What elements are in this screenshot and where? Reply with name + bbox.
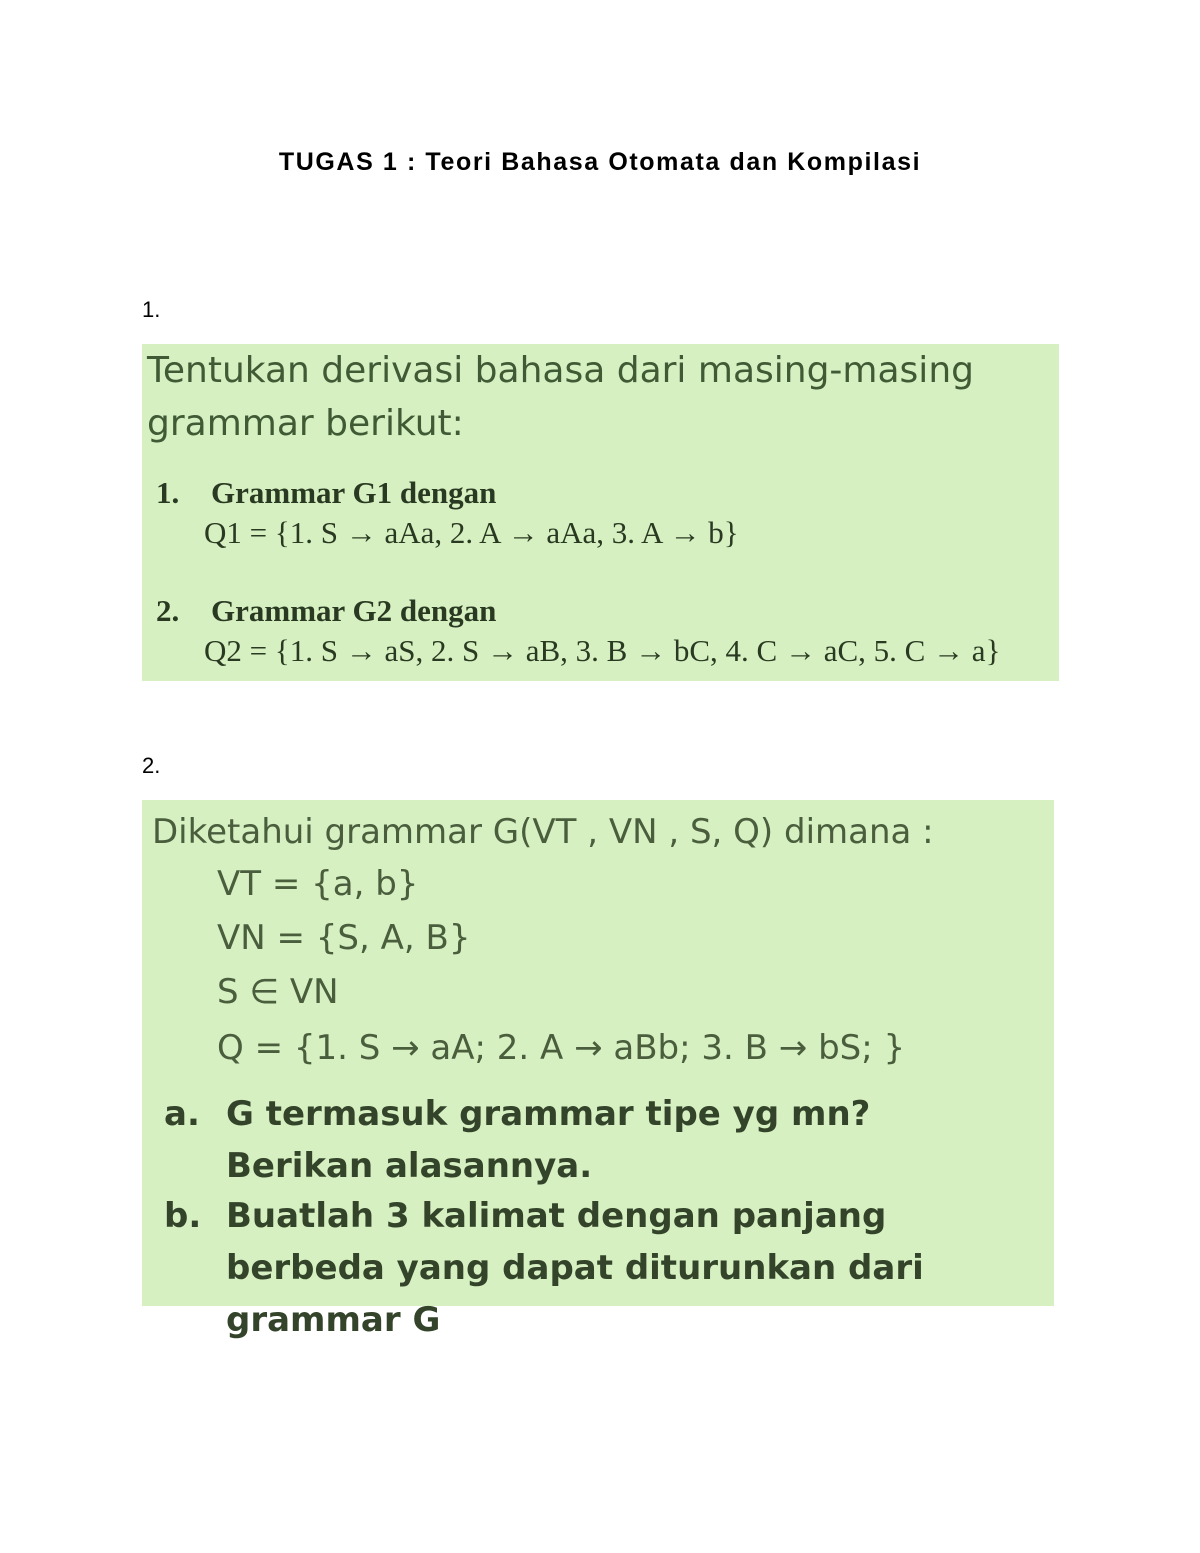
grammar-g1-number: 1. [156, 475, 180, 510]
grammar-g2-number: 2. [156, 593, 180, 628]
page-title: TUGAS 1 : Teori Bahasa Otomata dan Kompilasi [278, 148, 922, 176]
task-a-letter: a. [164, 1094, 200, 1134]
question-2-number: 2. [142, 753, 161, 778]
grammar-g2-label: Grammar G2 dengan [211, 593, 497, 628]
grammar-g1-heading [156, 474, 496, 512]
start-symbol-membership: S ∈ VN [217, 972, 339, 1012]
task-a [164, 1088, 1034, 1198]
production-rules: Q = {1. S → aA; 2. A → aBb; 3. B → bS; } [217, 1028, 906, 1068]
question-1-intro: Tentukan derivasi bahasa dari masing-masing grammar berikut: [147, 350, 974, 444]
nonterminal-set: VN = {S, A, B} [217, 918, 471, 958]
question-1-box [142, 344, 1059, 681]
task-a-text: G termasuk grammar tipe yg mn? Berikan alasannya. [226, 1094, 871, 1186]
grammar-g1-label: Grammar G1 dengan [211, 475, 497, 510]
question-2-intro: Diketahui grammar G(VT , VN , S, Q) dimana : [152, 812, 934, 852]
task-b-text: Buatlah 3 kalimat dengan panjang berbeda yang dapat diturunkan dari grammar G [226, 1196, 924, 1340]
terminal-set: VT = {a, b} [217, 864, 419, 904]
grammar-g2-heading [156, 592, 496, 630]
question-2-box [142, 800, 1054, 1340]
task-b-letter: b. [164, 1196, 202, 1236]
grammar-g1-rules: Q1 = {1. S → aAa, 2. A → aAa, 3. A → b} [204, 515, 739, 550]
task-b [164, 1190, 1034, 1340]
question-1-number: 1. [142, 297, 161, 322]
grammar-g2-rules: Q2 = {1. S → aS, 2. S → aB, 3. B → bC, 4. C → aC, 5. C → a} [204, 633, 1001, 668]
